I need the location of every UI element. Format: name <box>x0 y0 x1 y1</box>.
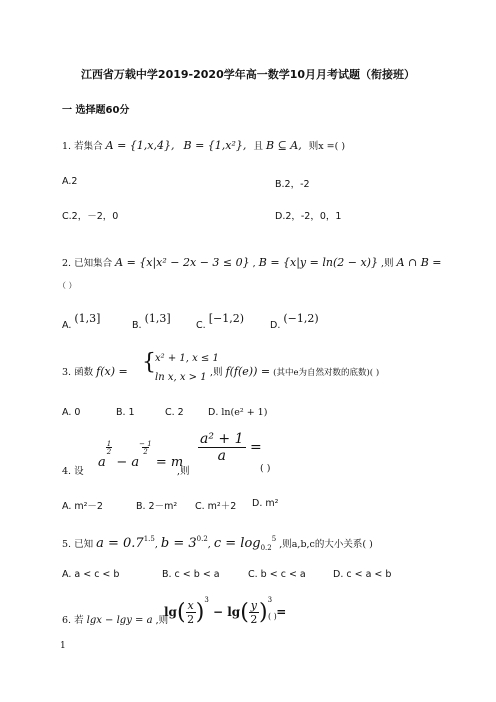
q5-option-a: A. a < c < b <box>62 569 120 580</box>
q3-prefix: 3. 函数 <box>62 367 94 378</box>
q4-prefix: 4. 设 <box>62 466 84 477</box>
q5-tail: ,则a,b,c的大小关系( ) <box>279 539 373 550</box>
q1-cond-pre: 且 <box>253 141 263 152</box>
q5-c-base: 0.2 <box>260 544 272 552</box>
q1-set-a: A = {1,x,4}, <box>105 139 175 152</box>
q1-option-d: D.2，-2，0，1 <box>275 211 342 222</box>
question-3 <box>62 364 128 378</box>
q3-piece-2: ln x, x > 1 <box>155 372 207 383</box>
q3-fx: f(x) = <box>96 365 128 378</box>
q2-tail: A ∩ B = <box>396 256 442 269</box>
q4-option-b: B. 2－m² <box>136 501 178 512</box>
q1-condition: B ⊆ A, <box>265 139 302 152</box>
q2-option-d <box>270 312 319 331</box>
q6-frac-x-num: x <box>187 599 194 612</box>
q2-option-a-value: (1,3] <box>74 312 101 325</box>
q5-b: b = 3 <box>160 536 197 551</box>
q4-fraction-numerator: a² + 1 <box>200 431 244 447</box>
q2-option-b-value: (1,3] <box>144 312 171 325</box>
q3-mid: ,则 <box>210 367 223 378</box>
q3-option-d-label: D. <box>208 407 219 418</box>
q6-condition: lgx − lgy = a <box>86 615 153 626</box>
q2-option-c-label: C. <box>196 320 206 331</box>
q3-option-d-value: ln(e² + 1) <box>221 407 268 418</box>
q5-option-c: C. b < c < a <box>248 569 306 580</box>
q3-option-a: A. 0 <box>62 407 81 418</box>
q6-minus-lg: − lg <box>213 605 241 619</box>
q3-ffe: f(f(e)) = <box>225 365 271 378</box>
q2-option-c-value: [−1,2) <box>208 312 244 325</box>
q6-prefix: 6. 若 <box>62 615 84 626</box>
question-1 <box>62 138 345 152</box>
q6-equals: = <box>276 605 287 619</box>
q3-tail: (其中e为自然对数的底数)( ) <box>273 368 380 378</box>
q1-set-b: B = {1,x²}, <box>183 139 247 152</box>
q6-paren: ( ) <box>268 612 277 621</box>
q1-prefix: 1. 若集合 <box>62 141 103 152</box>
q6-exp-1: 3 <box>204 596 209 604</box>
q5-option-d: D. c < a < b <box>333 569 392 580</box>
q6-frac-y-den: 2 <box>250 613 258 626</box>
q5-option-b: B. c < b < a <box>162 569 220 580</box>
document-title: 江西省万载中学2019-2020学年高一数学10月月考试题（衔接班） <box>80 68 416 81</box>
q4-option-c: C. m²＋2 <box>195 501 237 512</box>
q2-option-a <box>62 312 101 331</box>
q4-comma: ,则 <box>177 466 190 477</box>
q2-prefix: 2. 已知集合 <box>62 258 113 269</box>
q2-set-a: A = {x|x² − 2x − 3 ≤ 0} <box>115 256 250 269</box>
q6-exp-2: 3 <box>267 596 273 604</box>
q1-option-c: C.2，－2，0 <box>62 211 119 222</box>
q2-set-b: B = {x|y = ln(2 − x)} <box>258 256 378 269</box>
q6-expression: lg( $\frac{x}{2}$ )$^3$ − lg( $\frac{y}{2}$ )$^3$ = <box>164 596 287 626</box>
q4-option-d: D. m² <box>252 498 279 509</box>
q1-tail: 则x =( ) <box>308 141 346 152</box>
q4-fraction-denominator: a <box>217 448 226 464</box>
q4-expr: = m <box>155 455 184 470</box>
q3-piece-1: x² + 1, x ≤ 1 <box>155 353 219 364</box>
q4-paren: ( ) <box>260 463 271 474</box>
q6-mid: ,则 <box>155 615 169 626</box>
question-5: 5. 已知 $a = 0.7^{1.5}$, $b = 3^{0.2}$, $c = \log_{0.2}^5$ ,则a,b,c的大小关系( ) <box>62 535 373 552</box>
q2-option-b <box>132 312 171 331</box>
q2-sep: , <box>252 258 256 269</box>
q2-option-c <box>196 312 244 331</box>
q5-a: a = 0.7 <box>96 536 144 551</box>
page-number: 1 <box>60 641 66 651</box>
q4-fraction <box>198 431 262 464</box>
q3-brace: { <box>142 350 156 375</box>
q2-tail-pre: ,则 <box>381 258 394 269</box>
q2-option-d-value: (−1,2) <box>283 312 319 325</box>
question-4 <box>62 463 84 477</box>
q6-frac-y-num: y <box>250 599 258 612</box>
q5-b-exp: 0.2 <box>196 535 208 543</box>
q2-option-b-label: B. <box>132 320 142 331</box>
q1-option-b: B.2，-2 <box>275 179 310 190</box>
q6-lg-1: lg <box>164 605 177 619</box>
q5-c-arg: 5 <box>271 535 277 543</box>
q5-c: c = log <box>213 536 261 551</box>
q3-option-c: C. 2 <box>165 407 184 418</box>
q5-prefix: 5. 已知 <box>62 539 94 550</box>
q2-paren: （ ） <box>58 281 77 290</box>
q2-option-d-label: D. <box>270 320 281 331</box>
q5-a-exp: 1.5 <box>143 535 155 543</box>
q3-rest <box>210 364 379 378</box>
question-6 <box>62 612 168 626</box>
q3-option-b: B. 1 <box>116 407 135 418</box>
section-heading: 一 选择题60分 <box>62 105 130 116</box>
question-2 <box>62 255 442 269</box>
q4-option-a: A. m²－2 <box>62 501 103 512</box>
q3-option-d <box>208 407 267 418</box>
q4-lhs: a1 2 − a− 1 2 = m <box>98 440 184 470</box>
q2-option-a-label: A. <box>62 320 72 331</box>
q1-option-a: A.2 <box>62 176 78 187</box>
q6-frac-x-den: 2 <box>187 613 195 626</box>
q4-equals: = <box>249 439 262 456</box>
